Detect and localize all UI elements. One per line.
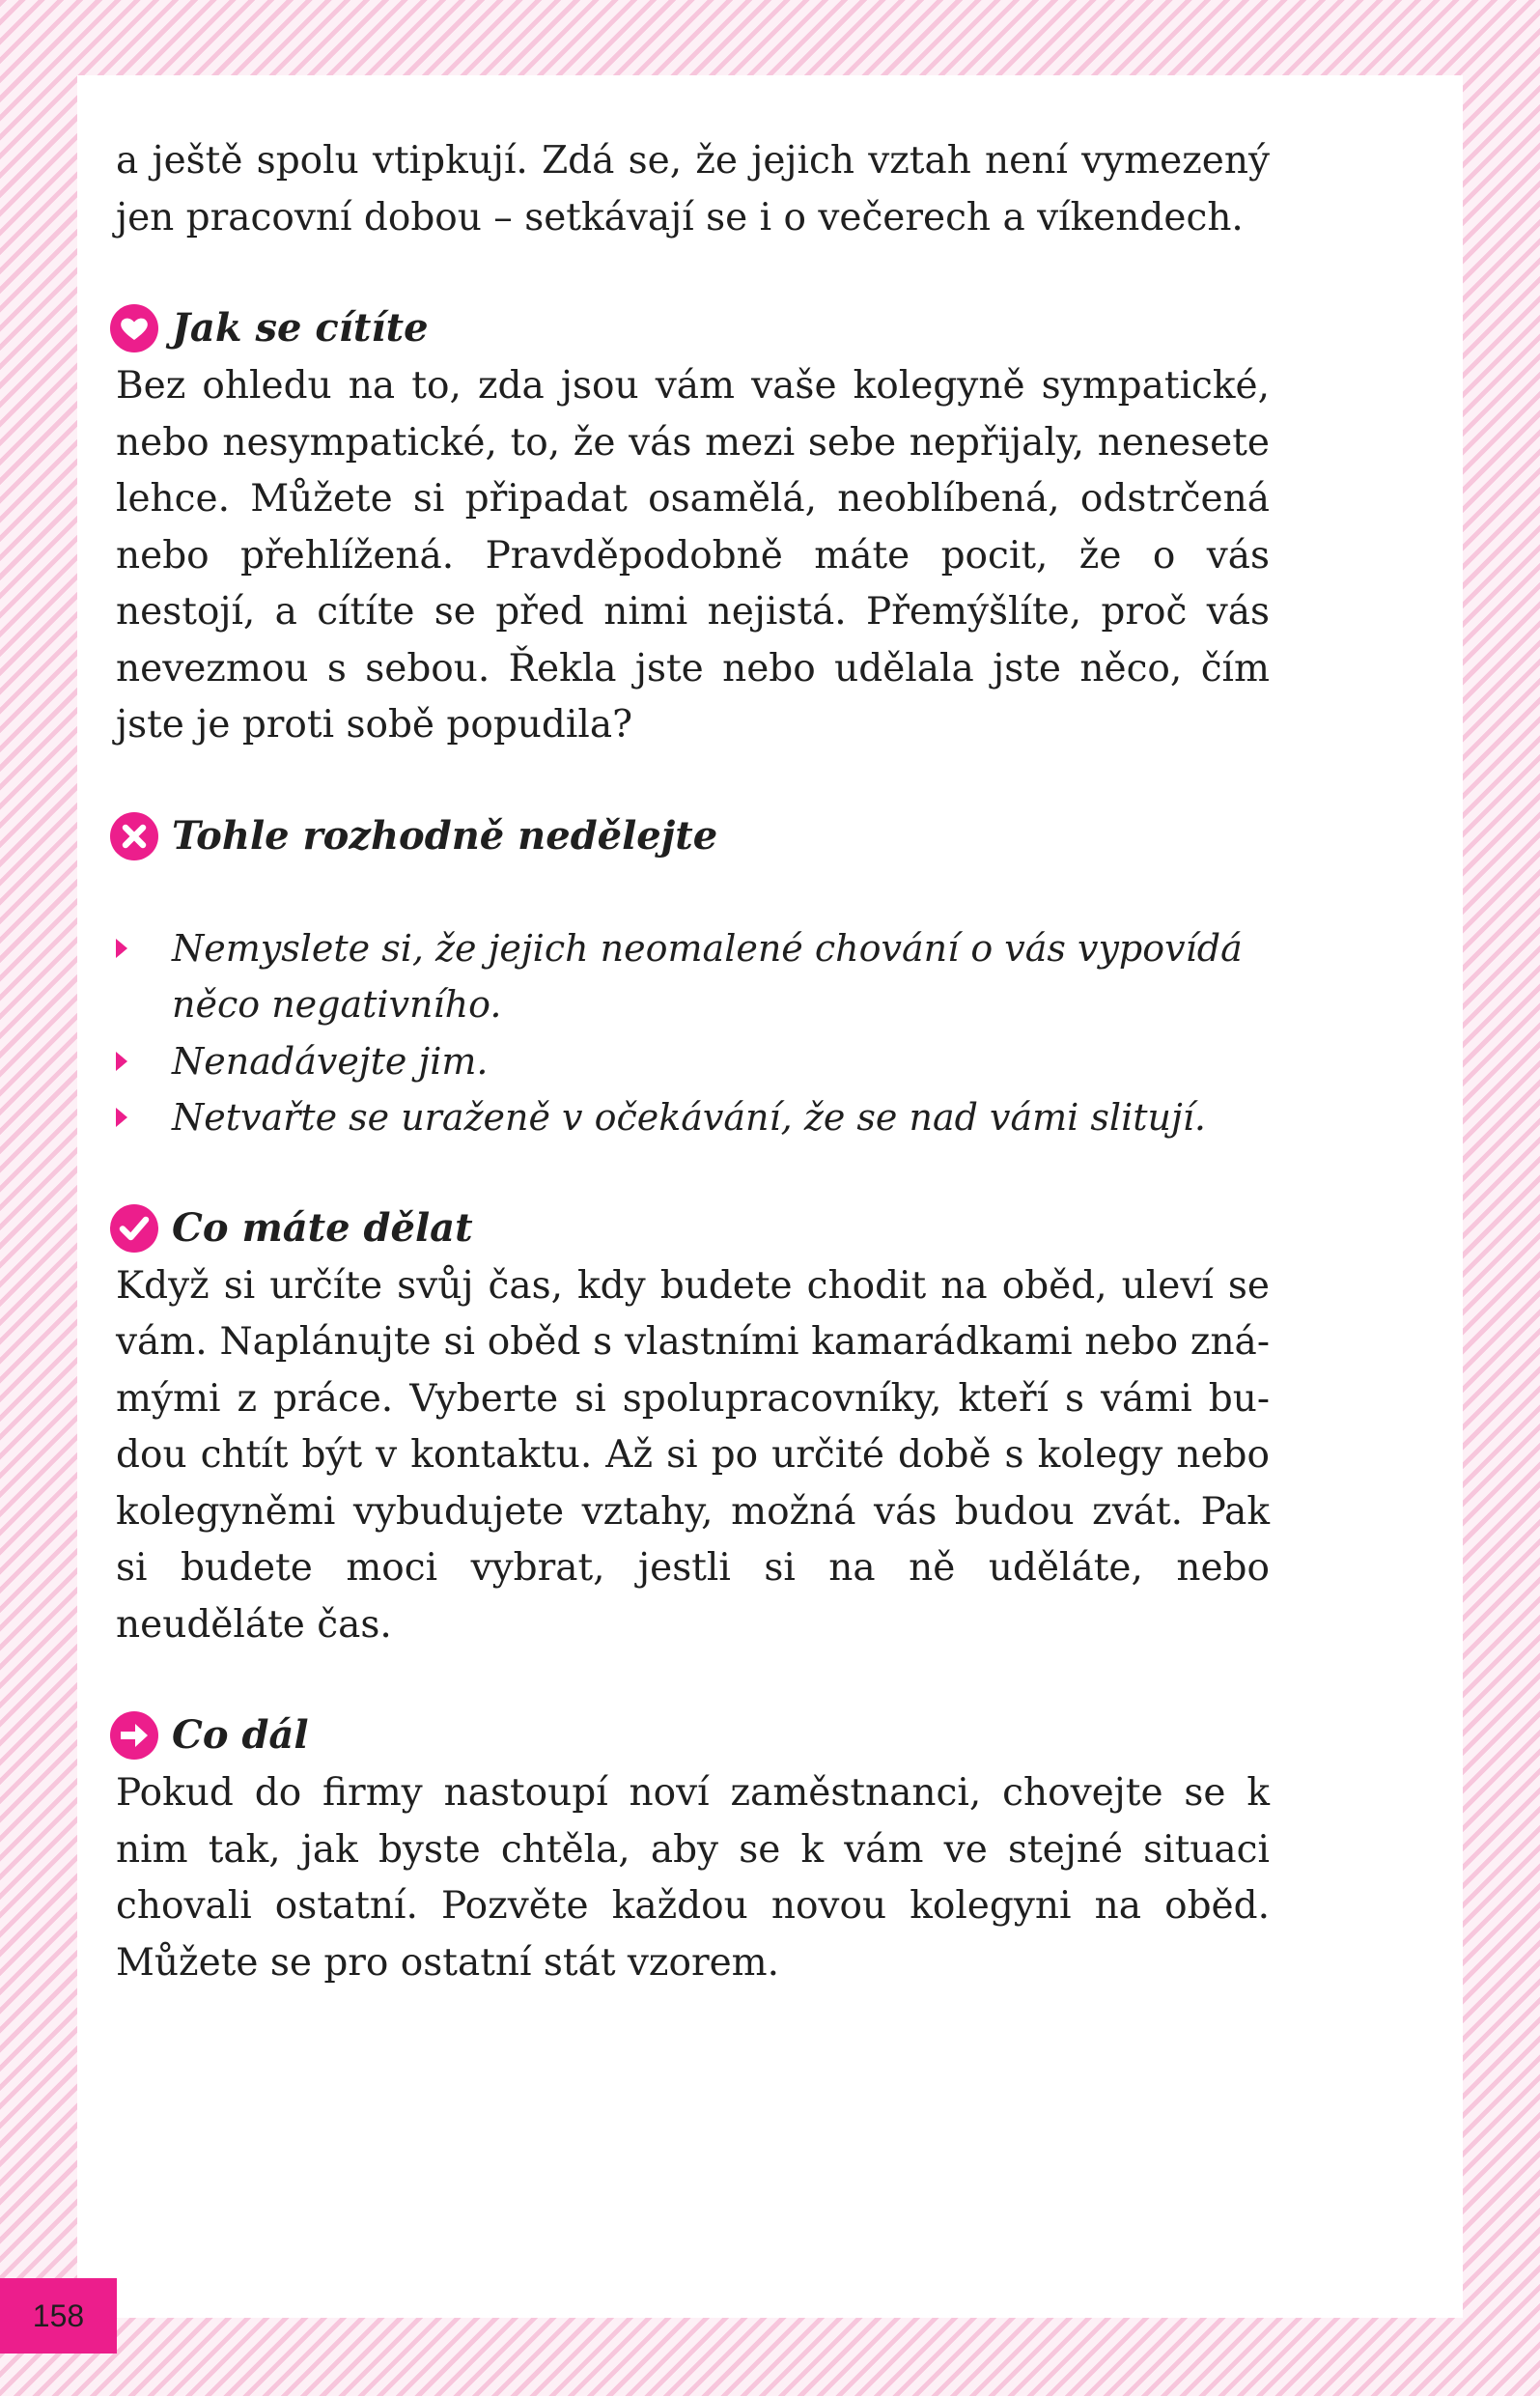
section-next-body: Pokud do firmy nastoupí noví zaměstnanci, chovejte se k nim tak, jak byste chtěla, aby se k vám ve stejné situaci chovali ostatní. Pozvěte každou novou kolegyni na oběd. Můžete se pro ostatní stát vzorem. (116, 1771, 1270, 1985)
heart-icon (110, 304, 158, 352)
section-feel-body: Bez ohledu na to, zda jsou vám vaše kolegyně sympatické, nebo nesympatické, to, že vás mezi sebe nepřijaly, nenesete lehce. Můžete si připadat osamělá, neoblíbená, odstrčená nebo přehlížená. Pravděpodobně máte pocit, že o vás nestojí, a cítíte se před nimi nejistá. Přemýšlíte, proč vás nevezmou s sebou. Řekla jste nebo udělala jste něco, čím jste je proti sobě popudila? (116, 364, 1270, 747)
section-dont-title: Tohle rozhodně nedělejte (172, 812, 718, 859)
page-content (116, 133, 1270, 1991)
cross-icon (110, 812, 158, 860)
section-dont (116, 806, 1270, 1146)
section-do-body: Když si určíte svůj čas, kdy budete chodit na oběd, uleví se vám. Naplánujte si oběd s vlastními kamarádkami nebo známými z práce. Vyberte si spolupracovníky, kteří s vámi budou chtít být v kontaktu. Až si po určité době s kolegy nebo kolegyněmi vybudujete vztahy, možná vás budou zvát. Pak si budete moci vybrat, jestli si na ně uděláte, nebo neuděláte čas. (116, 1263, 1270, 1647)
intro-paragraph: a ještě spolu vtipkují. Zdá se, že jejich vztah není vymezený jen pracovní dobou – setkávají se i o večerech a víkendech. (116, 139, 1270, 240)
triangle-bullet-icon (116, 939, 127, 958)
section-do (116, 1198, 1270, 1654)
list-item (116, 920, 1270, 1033)
dont-item-text: Netvařte se uraženě v očekávání, že se nad vámi slitují. (172, 1096, 1206, 1139)
section-feel-heading (116, 298, 1270, 358)
section-next-title: Co dál (172, 1712, 309, 1758)
section-next-heading (116, 1705, 1270, 1765)
page-number: 158 (0, 2278, 117, 2354)
section-dont-heading (116, 806, 1270, 866)
list-item (116, 1089, 1270, 1146)
section-feel (116, 298, 1270, 754)
triangle-bullet-icon (116, 1052, 127, 1071)
dont-list (116, 920, 1270, 1146)
dont-item-text: Nemyslete si, že jejich neomalené chování o vás vypovídá něco negativního. (172, 926, 1243, 1026)
section-do-title: Co máte dělat (172, 1204, 473, 1251)
checkmark-icon (110, 1204, 158, 1253)
triangle-bullet-icon (116, 1108, 127, 1127)
section-do-heading (116, 1198, 1270, 1258)
section-feel-title: Jak se cítíte (172, 305, 429, 351)
section-next (116, 1705, 1270, 1991)
dont-item-text: Nenadávejte jim. (172, 1039, 489, 1083)
list-item (116, 1033, 1270, 1090)
arrow-right-icon (110, 1711, 158, 1760)
